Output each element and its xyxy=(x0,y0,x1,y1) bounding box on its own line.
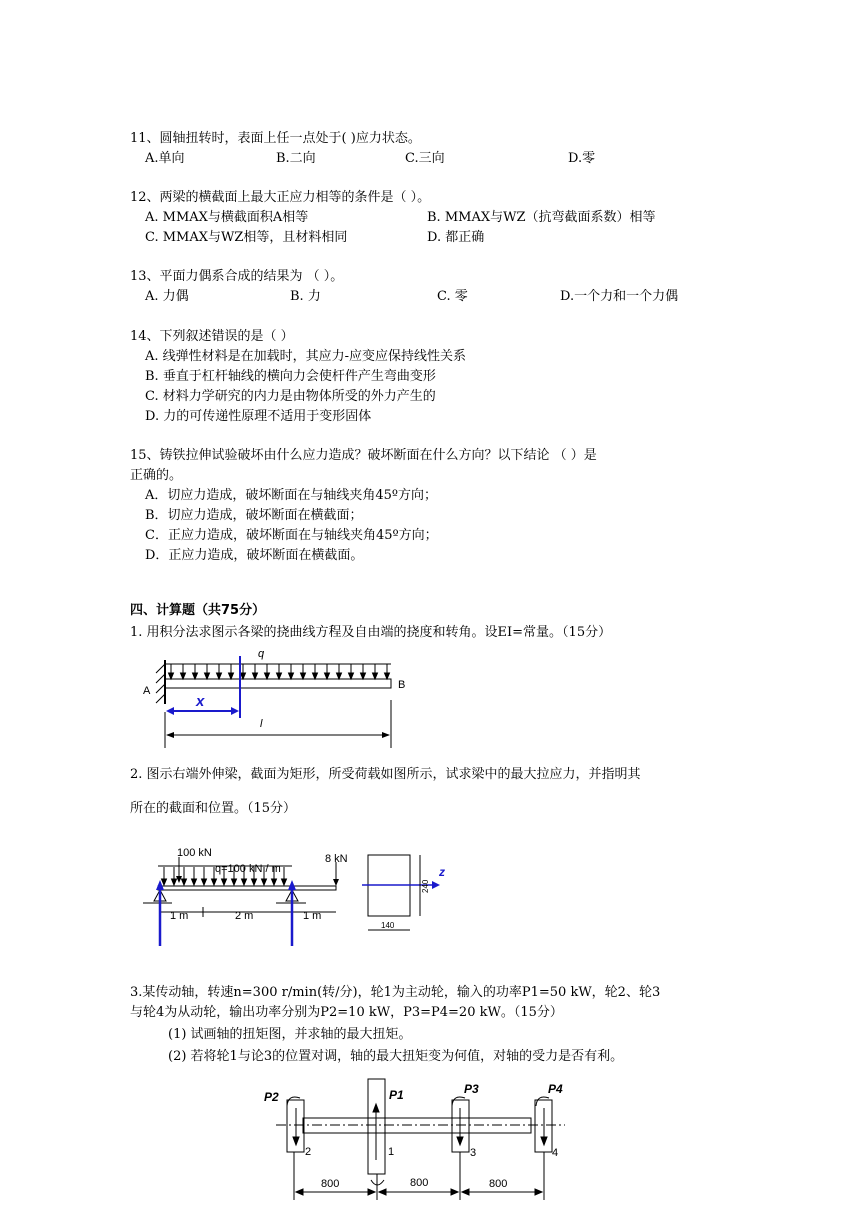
load-arrowhead xyxy=(325,673,330,679)
q11-option-b: B.二向 xyxy=(276,151,316,166)
load-arrowhead xyxy=(172,879,177,885)
fig2-load2-label: 8 kN xyxy=(325,853,348,865)
fig2-dim1: 1 m xyxy=(170,910,189,922)
fig3-p1-text: P1 xyxy=(389,1088,404,1102)
load-arrowhead xyxy=(262,879,267,885)
load-arrowhead xyxy=(181,673,186,679)
load-arrowhead xyxy=(205,673,210,679)
fig3-wheel-1: 1 xyxy=(388,1146,395,1158)
calc-q2-line1: 2. 图示右端外伸梁，截面为矩形，所受荷载如图所示，试求梁中的最大拉应力，并指明其 xyxy=(130,767,641,782)
fig3-p1-label xyxy=(389,1088,404,1102)
load-arrowhead xyxy=(212,879,217,885)
load-arrowhead xyxy=(282,879,287,885)
q15-option-b: B．切应力造成，破坏断面在横截面； xyxy=(145,508,363,523)
fig3-dim-3: 800 xyxy=(489,1178,508,1190)
fig2-dim3: 1 m xyxy=(303,910,322,922)
q14-stem: 14、下列叙述错误的是（ ） xyxy=(130,329,294,344)
q15-option-c: C．正应力造成，破坏断面在与轴线夹角45º方向； xyxy=(145,528,438,543)
fig1-q-label: q xyxy=(258,648,265,660)
q11-option-c: C.三向 xyxy=(405,151,445,166)
q13-option-c: C. 零 xyxy=(437,289,468,304)
load-arrowhead xyxy=(192,879,197,885)
calc-q1: 1. 用积分法求图示各梁的挠曲线方程及自由端的挠度和转角。设EI=常量。（15分） xyxy=(130,625,612,640)
q15-option-a: A．切应力造成，破坏断面在与轴线夹角45º方向； xyxy=(145,488,438,503)
fig2-load1-label: 100 kN xyxy=(177,847,212,859)
q12-option-d: D. 都正确 xyxy=(427,230,485,245)
load-arrowhead xyxy=(385,673,390,679)
q15-stem: 15、铸铁拉伸试验破坏由什么应力造成？破坏断面在什么方向？以下结论 （ ）是 xyxy=(130,448,597,463)
q13-stem: 13、平面力偶系合成的结果为 （ ）。 xyxy=(130,269,344,284)
q12-option-c: C. MMAX与WZ相等，且材料相同 xyxy=(145,230,348,245)
q14-option-a: A. 线弹性材料是在加载时，其应力-应变应保持线性关系 xyxy=(145,349,467,364)
calc-q3-line1: 3.某传动轴，转速n=300 r/min(转/分)，轮1为主动轮，输入的功率P1=50 kW，轮2、轮3 xyxy=(130,985,661,1000)
fig3-p2-text: P2 xyxy=(264,1090,279,1104)
fig2-dim2: 2 m xyxy=(235,910,254,922)
load-arrowhead xyxy=(182,879,187,885)
load-arrowhead xyxy=(241,673,246,679)
load-arrowhead xyxy=(169,673,174,679)
load-arrowhead xyxy=(193,673,198,679)
load-arrowhead xyxy=(265,673,270,679)
fig3-dim-2: 800 xyxy=(410,1177,429,1189)
q11-stem: 11、圆轴扭转时，表面上任一点处于( )应力状态。 xyxy=(130,131,421,146)
q11-option-d: D.零 xyxy=(568,151,596,166)
q14-option-b: B. 垂直于杠杆轴线的横向力会使杆件产生弯曲变形 xyxy=(145,369,436,384)
calc-q3-sub2: (2) 若将轮1与论3的位置对调，轴的最大扭矩变为何值，对轴的受力是否有利。 xyxy=(168,1049,624,1064)
load-arrowhead xyxy=(232,879,237,885)
load-arrowhead xyxy=(301,673,306,679)
fig3-p3-label xyxy=(464,1082,479,1096)
fig3-p4-text: P4 xyxy=(548,1082,563,1096)
fig2-height-label: 240 xyxy=(421,879,430,893)
fig1-b-label: B xyxy=(398,679,406,691)
q14-option-c: C. 材料力学研究的内力是由物体所受的外力产生的 xyxy=(145,389,436,404)
fig2-q-label: q=100 kN / m xyxy=(215,863,281,875)
load-arrowhead xyxy=(252,879,257,885)
load-arrowhead xyxy=(229,673,234,679)
fig3-wheel-2: 2 xyxy=(305,1146,312,1158)
load-arrowhead xyxy=(242,879,247,885)
q12-stem: 12、两梁的横截面上最大正应力相等的条件是（ ）。 xyxy=(130,190,431,205)
load-arrowhead xyxy=(202,879,207,885)
load-arrowhead xyxy=(373,673,378,679)
q13-option-a: A. 力偶 xyxy=(145,289,189,304)
load-arrowhead xyxy=(162,879,167,885)
fig2-width-label: 140 xyxy=(381,921,395,930)
fig2-z-label: z xyxy=(439,865,445,879)
load-arrowhead xyxy=(222,879,227,885)
q15-stem-cont: 正确的。 xyxy=(130,468,183,483)
q14-option-d: D. 力的可传递性原理不适用于变形固体 xyxy=(145,409,372,424)
q13-option-b: B. 力 xyxy=(290,289,321,304)
load-arrowhead xyxy=(337,673,342,679)
fig3-p4-label xyxy=(548,1082,563,1096)
calc-q2-line2: 所在的截面和位置。（15分） xyxy=(130,801,297,816)
load-arrowhead xyxy=(289,673,294,679)
load-arrowhead xyxy=(313,673,318,679)
fig3-wheel-4: 4 xyxy=(552,1147,559,1159)
fig1-x-label: x xyxy=(196,693,205,710)
fig3-dim-1: 800 xyxy=(321,1178,340,1190)
fig3-p2-label xyxy=(264,1090,279,1104)
fig3-wheel-3: 3 xyxy=(470,1147,477,1159)
load-arrowhead xyxy=(361,673,366,679)
fig1-a-label: A xyxy=(143,685,151,697)
load-arrowhead xyxy=(217,673,222,679)
load-arrowhead xyxy=(253,673,258,679)
q12-option-a: A. MMAX与横截面积A相等 xyxy=(145,210,309,225)
q11-option-a: A.单向 xyxy=(145,151,185,166)
q12-option-b: B. MMAX与WZ（抗弯截面系数）相等 xyxy=(427,210,656,225)
q15-option-d: D．正应力造成，破坏断面在横截面。 xyxy=(145,548,364,563)
load-arrowhead xyxy=(277,673,282,679)
load-arrowhead xyxy=(272,879,277,885)
calc-q3-sub1: (1) 试画轴的扭矩图，并求轴的最大扭矩。 xyxy=(168,1027,412,1042)
fig3-p3-text: P3 xyxy=(464,1082,479,1096)
section-title: 四、计算题（共75分） xyxy=(130,603,266,618)
load-arrowhead xyxy=(349,673,354,679)
q13-option-d: D.一个力和一个力偶 xyxy=(560,289,679,304)
calc-q3-line2: 与轮4为从动轮，输出功率分别为P2=10 kW，P3=P4=20 kW。（15分） xyxy=(130,1005,563,1020)
fig1-l-label: l xyxy=(260,718,263,730)
